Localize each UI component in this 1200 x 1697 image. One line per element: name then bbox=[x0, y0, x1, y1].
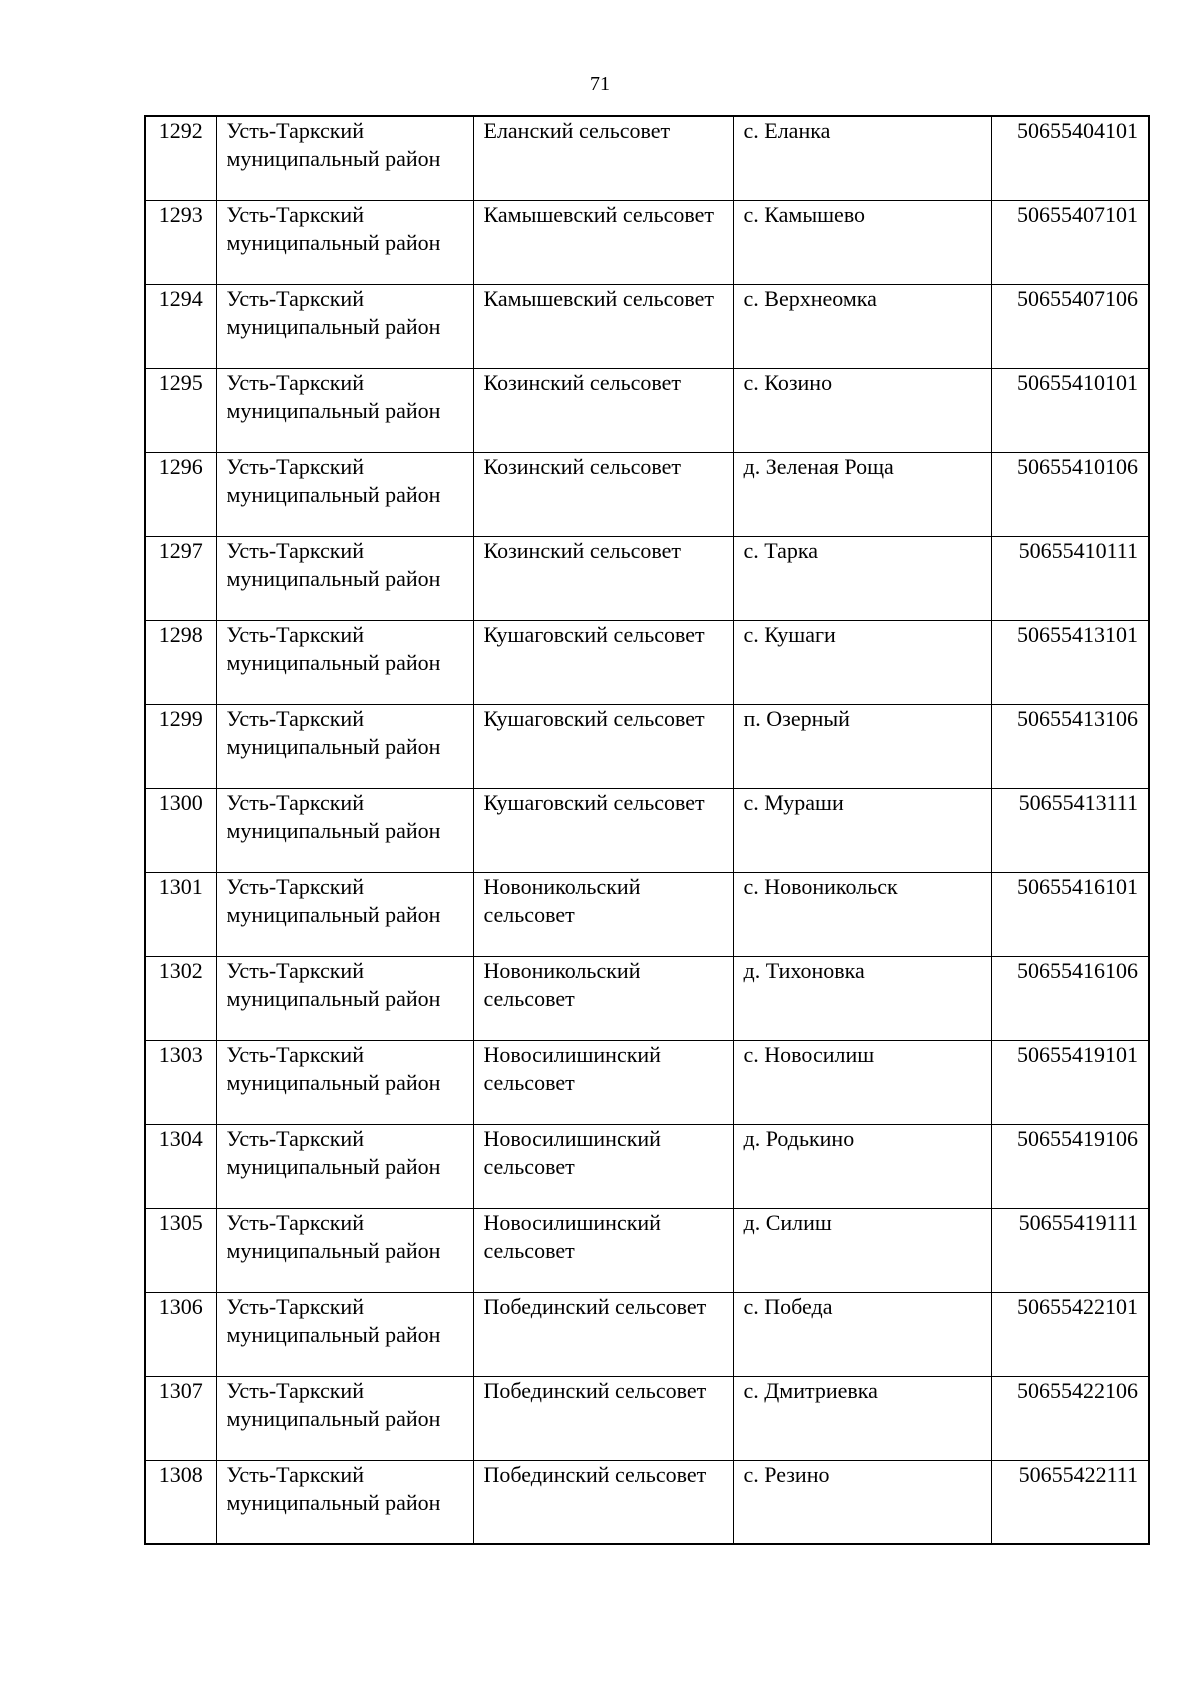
district-cell: Усть-Таркский муниципальный район bbox=[216, 536, 473, 620]
settlement-cell: с. Камышево bbox=[733, 200, 991, 284]
district-cell: Усть-Таркский муниципальный район bbox=[216, 788, 473, 872]
council-cell: Новосилишинский сельсовет bbox=[473, 1040, 733, 1124]
row-number: 1295 bbox=[145, 368, 216, 452]
code-cell: 50655413111 bbox=[991, 788, 1149, 872]
settlement-cell: с. Дмитриевка bbox=[733, 1376, 991, 1460]
council-cell: Козинский сельсовет bbox=[473, 368, 733, 452]
code-cell: 50655422106 bbox=[991, 1376, 1149, 1460]
code-cell: 50655419106 bbox=[991, 1124, 1149, 1208]
table-row bbox=[145, 1040, 1149, 1124]
district-cell: Усть-Таркский муниципальный район bbox=[216, 1124, 473, 1208]
district-cell: Усть-Таркский муниципальный район bbox=[216, 284, 473, 368]
table-row bbox=[145, 536, 1149, 620]
row-number: 1297 bbox=[145, 536, 216, 620]
settlement-cell: п. Озерный bbox=[733, 704, 991, 788]
row-number: 1305 bbox=[145, 1208, 216, 1292]
code-cell: 50655407106 bbox=[991, 284, 1149, 368]
settlement-cell: д. Зеленая Роща bbox=[733, 452, 991, 536]
settlement-cell: с. Еланка bbox=[733, 116, 991, 200]
code-cell: 50655407101 bbox=[991, 200, 1149, 284]
row-number: 1303 bbox=[145, 1040, 216, 1124]
code-cell: 50655410111 bbox=[991, 536, 1149, 620]
table-row bbox=[145, 1124, 1149, 1208]
code-cell: 50655413101 bbox=[991, 620, 1149, 704]
row-number: 1300 bbox=[145, 788, 216, 872]
table-row bbox=[145, 116, 1149, 200]
council-cell: Новоникольский сельсовет bbox=[473, 872, 733, 956]
code-cell: 50655404101 bbox=[991, 116, 1149, 200]
council-cell: Козинский сельсовет bbox=[473, 452, 733, 536]
code-cell: 50655416106 bbox=[991, 956, 1149, 1040]
code-cell: 50655419101 bbox=[991, 1040, 1149, 1124]
district-cell: Усть-Таркский муниципальный район bbox=[216, 704, 473, 788]
table-row bbox=[145, 788, 1149, 872]
table-row bbox=[145, 956, 1149, 1040]
settlement-cell: д. Родькино bbox=[733, 1124, 991, 1208]
settlement-cell: с. Резино bbox=[733, 1460, 991, 1544]
council-cell: Камышевский сельсовет bbox=[473, 284, 733, 368]
council-cell: Новоникольский сельсовет bbox=[473, 956, 733, 1040]
row-number: 1299 bbox=[145, 704, 216, 788]
table-row bbox=[145, 1208, 1149, 1292]
settlement-cell: с. Верхнеомка bbox=[733, 284, 991, 368]
council-cell: Козинский сельсовет bbox=[473, 536, 733, 620]
settlement-cell: с. Победа bbox=[733, 1292, 991, 1376]
council-cell: Новосилишинский сельсовет bbox=[473, 1124, 733, 1208]
council-cell: Побединский сельсовет bbox=[473, 1376, 733, 1460]
code-cell: 50655419111 bbox=[991, 1208, 1149, 1292]
table-row bbox=[145, 620, 1149, 704]
code-cell: 50655416101 bbox=[991, 872, 1149, 956]
page-number: 71 bbox=[590, 73, 610, 95]
settlement-cell: с. Мураши bbox=[733, 788, 991, 872]
district-cell: Усть-Таркский муниципальный район bbox=[216, 620, 473, 704]
district-cell: Усть-Таркский муниципальный район bbox=[216, 1208, 473, 1292]
settlement-cell: д. Силиш bbox=[733, 1208, 991, 1292]
settlement-cell: с. Новоникольск bbox=[733, 872, 991, 956]
district-cell: Усть-Таркский муниципальный район bbox=[216, 368, 473, 452]
council-cell: Кушаговский сельсовет bbox=[473, 620, 733, 704]
row-number: 1292 bbox=[145, 116, 216, 200]
code-cell: 50655422101 bbox=[991, 1292, 1149, 1376]
code-cell: 50655410106 bbox=[991, 452, 1149, 536]
district-cell: Усть-Таркский муниципальный район bbox=[216, 1376, 473, 1460]
council-cell: Камышевский сельсовет bbox=[473, 200, 733, 284]
row-number: 1293 bbox=[145, 200, 216, 284]
table-row bbox=[145, 1292, 1149, 1376]
district-cell: Усть-Таркский муниципальный район bbox=[216, 116, 473, 200]
council-cell: Еланский сельсовет bbox=[473, 116, 733, 200]
row-number: 1306 bbox=[145, 1292, 216, 1376]
table-row bbox=[145, 368, 1149, 452]
row-number: 1296 bbox=[145, 452, 216, 536]
district-cell: Усть-Таркский муниципальный район bbox=[216, 200, 473, 284]
table-row bbox=[145, 1376, 1149, 1460]
code-cell: 50655410101 bbox=[991, 368, 1149, 452]
district-cell: Усть-Таркский муниципальный район bbox=[216, 1292, 473, 1376]
settlement-cell: с. Тарка bbox=[733, 536, 991, 620]
district-cell: Усть-Таркский муниципальный район bbox=[216, 1040, 473, 1124]
row-number: 1307 bbox=[145, 1376, 216, 1460]
council-cell: Побединский сельсовет bbox=[473, 1292, 733, 1376]
code-cell: 50655413106 bbox=[991, 704, 1149, 788]
settlement-cell: с. Кушаги bbox=[733, 620, 991, 704]
council-cell: Кушаговский сельсовет bbox=[473, 788, 733, 872]
settlements-table bbox=[144, 115, 1150, 1545]
council-cell: Новосилишинский сельсовет bbox=[473, 1208, 733, 1292]
table-row bbox=[145, 1460, 1149, 1544]
settlement-cell: с. Козино bbox=[733, 368, 991, 452]
table-row bbox=[145, 872, 1149, 956]
row-number: 1298 bbox=[145, 620, 216, 704]
district-cell: Усть-Таркский муниципальный район bbox=[216, 452, 473, 536]
district-cell: Усть-Таркский муниципальный район bbox=[216, 872, 473, 956]
table-row bbox=[145, 452, 1149, 536]
row-number: 1294 bbox=[145, 284, 216, 368]
settlement-cell: с. Новосилиш bbox=[733, 1040, 991, 1124]
code-cell: 50655422111 bbox=[991, 1460, 1149, 1544]
table-row bbox=[145, 284, 1149, 368]
row-number: 1308 bbox=[145, 1460, 216, 1544]
row-number: 1301 bbox=[145, 872, 216, 956]
table-row bbox=[145, 200, 1149, 284]
council-cell: Побединский сельсовет bbox=[473, 1460, 733, 1544]
table-row bbox=[145, 704, 1149, 788]
row-number: 1304 bbox=[145, 1124, 216, 1208]
district-cell: Усть-Таркский муниципальный район bbox=[216, 956, 473, 1040]
council-cell: Кушаговский сельсовет bbox=[473, 704, 733, 788]
row-number: 1302 bbox=[145, 956, 216, 1040]
settlement-cell: д. Тихоновка bbox=[733, 956, 991, 1040]
district-cell: Усть-Таркский муниципальный район bbox=[216, 1460, 473, 1544]
